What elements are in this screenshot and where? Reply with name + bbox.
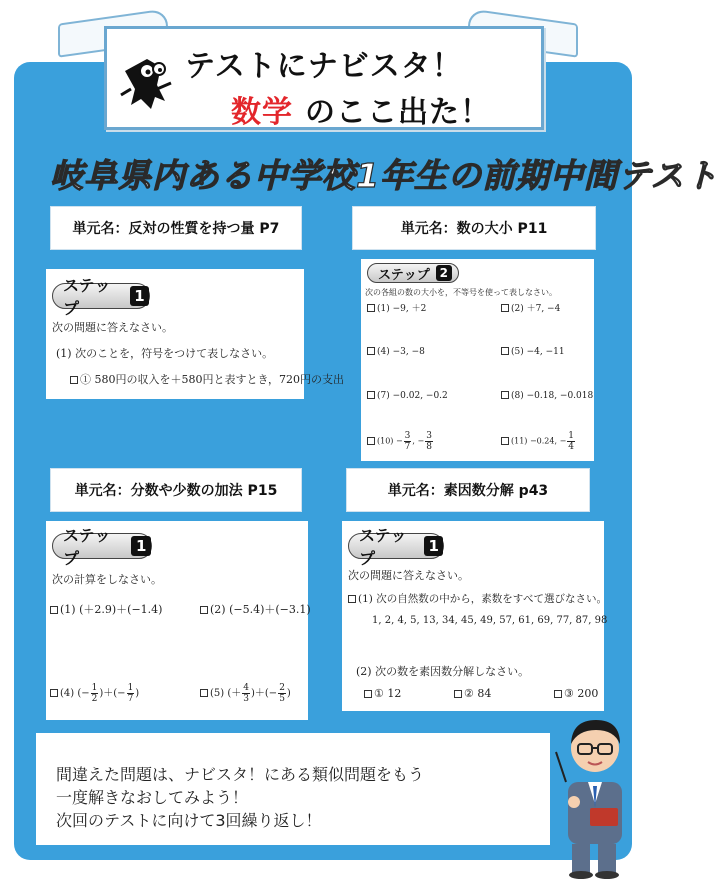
numerator: 1 <box>127 683 134 693</box>
step-label: ステップ <box>359 526 407 568</box>
worksheet-2 <box>361 259 594 461</box>
numerator: 3 <box>426 431 432 441</box>
step-number: 1 <box>130 286 149 306</box>
question-item: (5) (＋ $\frac{4}{3}$ )＋(− $\frac{2}{5}$ ) <box>200 683 291 704</box>
fraction <box>127 683 135 704</box>
question-item-text: (8) −0.18, −0.018 <box>511 391 594 401</box>
fraction <box>91 683 99 704</box>
banner-subheadline <box>231 87 491 131</box>
checkbox-icon <box>348 595 356 603</box>
checkbox-icon <box>554 690 562 698</box>
unit-label-4: 単元名：素因数分解 p43 <box>346 468 590 512</box>
question-item-text: ③ 200 <box>564 687 599 700</box>
numerator: 4 <box>243 683 249 693</box>
checkbox-icon <box>501 437 509 445</box>
numerator: 1 <box>568 431 575 441</box>
checkbox-icon <box>367 391 375 399</box>
separator-text: , − <box>412 436 425 446</box>
question-item <box>367 347 425 357</box>
message-line-1: 間違えた問題は、ナビスタ！にある類似問題をもう <box>56 765 425 784</box>
question-item <box>50 601 162 617</box>
question-text: (2) 次の数を素因数分解しなさい。 <box>356 665 530 678</box>
fraction <box>404 431 412 452</box>
fraction <box>567 431 575 452</box>
question-item <box>364 687 401 700</box>
checkbox-icon <box>50 689 58 697</box>
denominator: 8 <box>426 442 432 452</box>
denominator: 4 <box>568 442 575 452</box>
question-item-text: (2) ＋7, −4 <box>511 304 561 314</box>
fraction <box>425 431 433 452</box>
worksheet-4 <box>342 521 608 711</box>
checkbox-icon <box>50 606 58 614</box>
question-item <box>200 601 311 617</box>
denominator: 2 <box>91 694 98 704</box>
question-item <box>554 687 598 700</box>
instruction-text: 次の問題に答えなさい。 <box>52 321 173 334</box>
step-number: 2 <box>436 265 452 281</box>
message-box <box>36 733 550 845</box>
question-item-text: (10) − <box>377 436 403 446</box>
banner-rest-text: のここ出た！ <box>305 95 491 130</box>
question-item: (4) (− $\frac{1}{2}$ )＋(− $\frac{1}{7}$ ) <box>50 683 139 704</box>
question-item <box>367 301 426 314</box>
step-label: ステップ <box>63 276 111 318</box>
step-badge <box>348 526 444 568</box>
worksheet-1 <box>46 269 345 399</box>
checkbox-icon <box>367 347 375 355</box>
question-item <box>454 687 491 700</box>
number-list: 1, 2, 4, 5, 13, 34, 45, 49, 57, 61, 69, 77, 87, 98 <box>372 615 608 626</box>
header-banner <box>104 26 544 130</box>
question-item <box>501 391 593 401</box>
question-item-text: (1) −9, ＋2 <box>377 304 427 314</box>
denominator: 5 <box>279 694 285 704</box>
question-item-text: ① 580円の収入を＋580円と表すとき，720円の支出 <box>80 373 345 386</box>
step-label: ステップ <box>378 267 430 283</box>
message-line-2: 一度解きなおしてみよう！ <box>56 788 249 807</box>
fraction <box>278 683 286 704</box>
step-number: 1 <box>131 536 151 556</box>
question-item-text: (7) −0.02, −0.2 <box>377 391 448 401</box>
question-item <box>367 431 434 452</box>
question-item-text: (11) −0.24, − <box>511 436 567 446</box>
question-text: (1) 次のことを，符号をつけて表しなさい。 <box>56 347 274 360</box>
question-item-text: (4) <box>60 688 75 699</box>
checkbox-icon <box>200 689 208 697</box>
unit-label-2: 単元名：数の大小 P11 <box>352 206 596 250</box>
question-item-text: (2) (−5.4)＋(−3.1) <box>210 603 311 616</box>
question-item-text: ② 84 <box>464 687 492 700</box>
step-badge <box>52 526 152 568</box>
checkbox-icon <box>364 690 372 698</box>
question-item-text: (5) −4, −11 <box>511 347 565 357</box>
checkbox-icon <box>501 304 509 312</box>
teacher-illustration <box>556 712 636 878</box>
instruction-text: 次の計算をしなさい。 <box>52 573 162 586</box>
question-item <box>501 347 565 357</box>
numerator: 2 <box>279 683 285 693</box>
checkbox-icon <box>501 347 509 355</box>
question-item <box>501 431 576 452</box>
checkbox-icon <box>454 690 462 698</box>
question-item-text: (1) 次の自然数の中から，素数をすべて選びなさい。 <box>358 593 607 605</box>
checkbox-icon <box>70 376 78 384</box>
step-badge <box>367 263 459 283</box>
banner-headline: テストにナビスタ！ <box>185 49 463 84</box>
checkbox-icon <box>501 391 509 399</box>
worksheet-3 <box>46 521 311 720</box>
instruction-text: 次の各組の数の大小を，不等号を使って表しなさい。 <box>365 288 557 297</box>
page-title: 岐阜県内ある中学校1年生の前期中間テスト <box>50 156 719 195</box>
step-label: ステップ <box>63 526 111 568</box>
mascot-icon <box>117 49 179 113</box>
question-item <box>70 371 344 387</box>
numerator: 3 <box>404 431 411 441</box>
banner-accent-text: 数学 <box>231 95 293 130</box>
checkbox-icon <box>367 437 375 445</box>
message-line-3: 次回のテストに向けて3回繰り返し！ <box>56 811 322 830</box>
numerator: 1 <box>91 683 98 693</box>
unit-label-3: 単元名：分数や少数の加法 P15 <box>50 468 302 512</box>
denominator: 7 <box>127 694 134 704</box>
step-number: 1 <box>424 536 443 556</box>
denominator: 7 <box>404 442 411 452</box>
question-item <box>348 591 607 606</box>
question-item-text: ① 12 <box>374 687 402 700</box>
question-item-text: (5) <box>210 688 225 699</box>
denominator: 3 <box>243 694 249 704</box>
step-badge <box>52 276 150 318</box>
question-item <box>367 391 448 401</box>
question-item-text: (1) (＋2.9)＋(−1.4) <box>60 603 163 616</box>
question-item <box>501 301 560 314</box>
fraction <box>242 683 250 704</box>
instruction-text: 次の問題に答えなさい。 <box>348 569 469 582</box>
question-item-text: (4) −3, −8 <box>377 347 425 357</box>
unit-label-1: 単元名：反対の性質を持つ量 P7 <box>50 206 302 250</box>
checkbox-icon <box>200 606 208 614</box>
checkbox-icon <box>367 304 375 312</box>
